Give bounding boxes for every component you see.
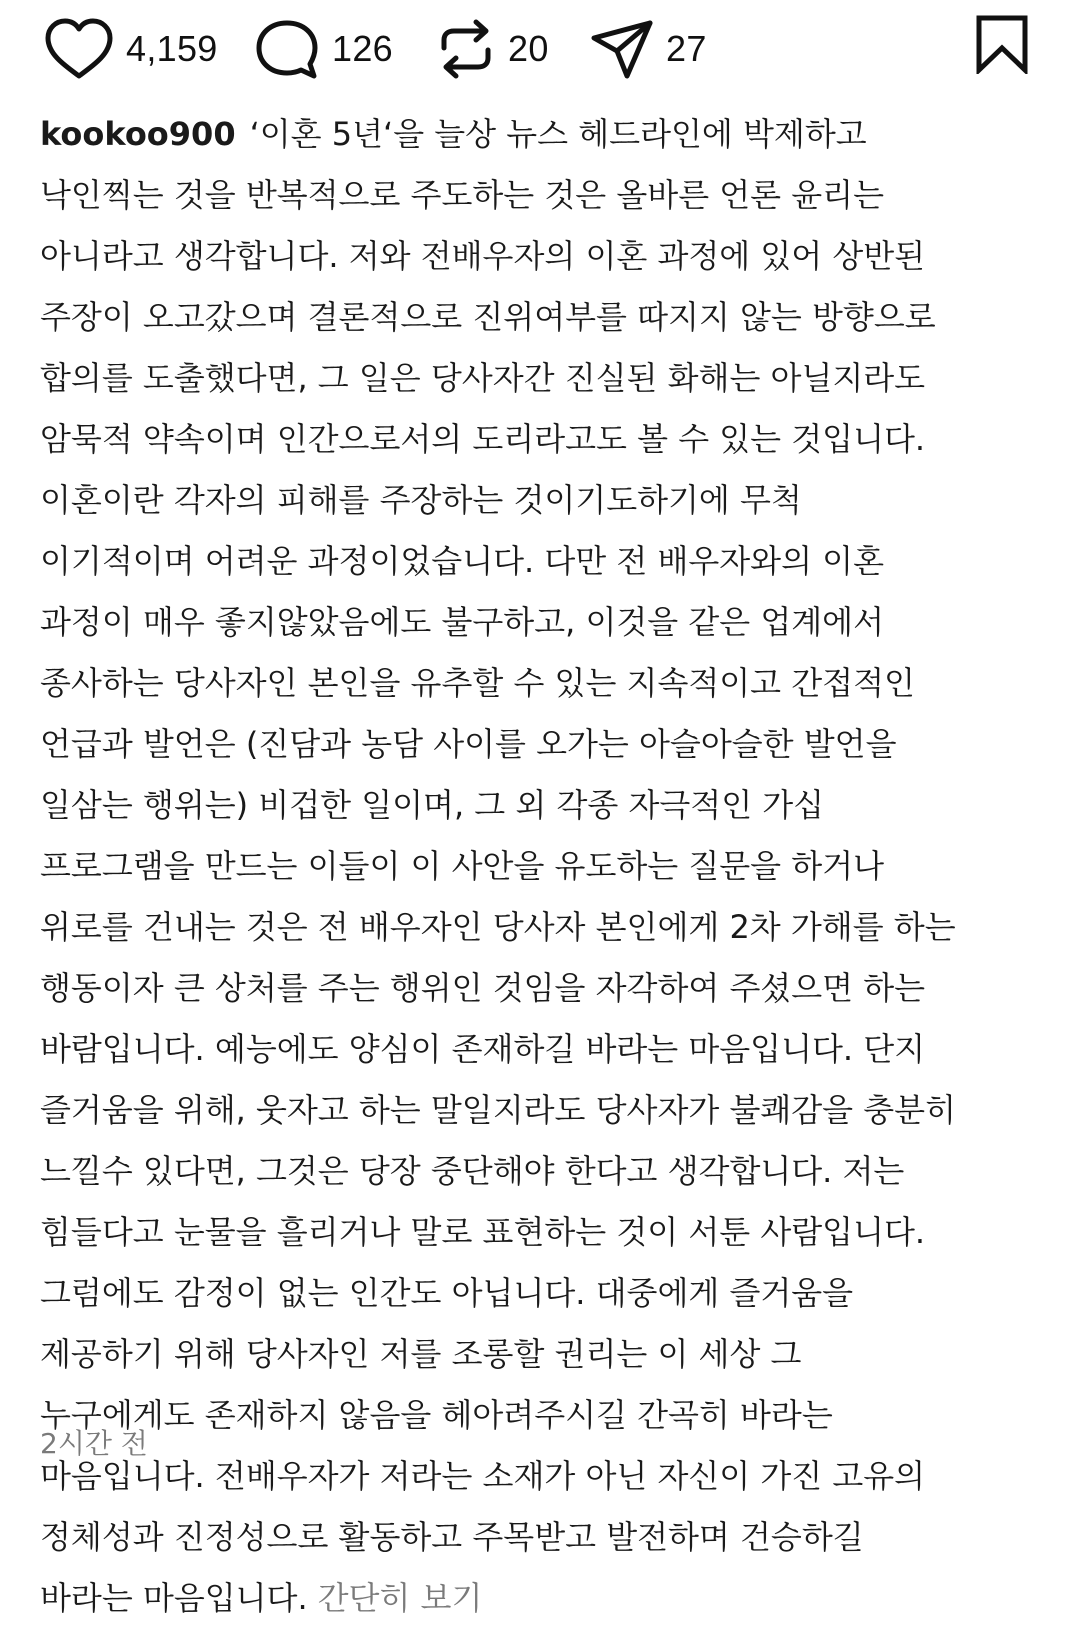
- caption-line: 언급과 발언은 (진담과 농담 사이를 오가는 아슬아슬한 발언을: [40, 725, 897, 763]
- caption-line: 느낄수 있다면, 그것은 당장 중단해야 한다고 생각합니다. 저는: [40, 1152, 905, 1190]
- caption-line: 마음입니다. 전배우자가 저라는 소재가 아닌 자신이 가진 고유의: [40, 1457, 926, 1495]
- caption-line: 제공하기 위해 당사자인 저를 조롱할 권리는 이 세상 그: [40, 1335, 802, 1373]
- like-button[interactable]: [44, 18, 218, 80]
- caption-line: 즐거움을 위해, 웃자고 하는 말일지라도 당사자가 불쾌감을 충분히: [40, 1091, 957, 1129]
- caption-line: 이기적이며 어려운 과정이었습니다. 다만 전 배우자와의 이혼: [40, 542, 885, 580]
- caption-line: 프로그램을 만드는 이들이 이 사안을 유도하는 질문을 하거나: [40, 847, 885, 885]
- caption-line: 힘들다고 눈물을 흘리거나 말로 표현하는 것이 서툰 사람입니다.: [40, 1213, 926, 1251]
- caption-line: [40, 104, 1050, 165]
- comment-count: 126: [332, 28, 393, 69]
- caption-line: 종사하는 당사자인 본인을 유추할 수 있는 지속적이고 간접적인: [40, 664, 915, 702]
- post-action-bar: [0, 0, 1079, 100]
- caption-line: 아니라고 생각합니다. 저와 전배우자의 이혼 과정에 있어 상반된: [40, 237, 926, 275]
- caption-text: 바라는 마음입니다.: [40, 1579, 308, 1617]
- comment-bubble-icon: [254, 18, 320, 80]
- post-timestamp: 2시간 전: [40, 1427, 148, 1460]
- caption-line: 정체성과 진정성으로 활동하고 주목받고 발전하며 건승하길: [40, 1518, 864, 1556]
- repost-icon: [436, 18, 496, 80]
- caption-line: 낙인찍는 것을 반복적으로 주도하는 것은 올바른 언론 윤리는: [40, 176, 885, 214]
- caption-line: 위로를 건내는 것은 전 배우자인 당사자 본인에게 2차 가해를 하는: [40, 908, 956, 946]
- share-count: 27: [666, 28, 707, 69]
- caption-line: 과정이 매우 좋지않았음에도 불구하고, 이것을 같은 업계에서: [40, 603, 885, 641]
- caption-text: ‘이혼 5년‘을 늘상 뉴스 헤드라인에 박제하고: [249, 115, 867, 153]
- heart-icon: [44, 18, 114, 80]
- repost-count: 20: [508, 28, 549, 69]
- show-less-link[interactable]: 간단히 보기: [317, 1579, 483, 1617]
- caption-line: 합의를 도출했다면, 그 일은 당사자간 진실된 화해는 아닐지라도: [40, 359, 926, 397]
- like-count: 4,159: [126, 28, 218, 69]
- caption-line: 행동이자 큰 상처를 주는 행위인 것임을 자각하여 주셨으면 하는: [40, 969, 926, 1007]
- share-button[interactable]: [590, 18, 707, 80]
- bookmark-icon: [974, 59, 1030, 78]
- post-caption: [40, 104, 1050, 1629]
- caption-line: 그럼에도 감정이 없는 인간도 아닙니다. 대중에게 즐거움을: [40, 1274, 854, 1312]
- post-username[interactable]: kookoo900: [40, 115, 236, 153]
- caption-line: 암묵적 약속이며 인간으로서의 도리라고도 볼 수 있는 것입니다.: [40, 420, 926, 458]
- comment-button[interactable]: [254, 18, 393, 80]
- repost-button[interactable]: [436, 18, 549, 80]
- caption-line: 일삼는 행위는) 비겁한 일이며, 그 외 각종 자극적인 가십: [40, 786, 825, 824]
- caption-line: 바람입니다. 예능에도 양심이 존재하길 바라는 마음입니다. 단지: [40, 1030, 926, 1068]
- caption-line: 이혼이란 각자의 피해를 주장하는 것이기도하기에 무척: [40, 481, 802, 519]
- bookmark-button[interactable]: [974, 14, 1030, 78]
- send-icon: [590, 18, 654, 80]
- caption-line: 주장이 오고갔으며 결론적으로 진위여부를 따지지 않는 방향으로: [40, 298, 936, 336]
- caption-line: 누구에게도 존재하지 않음을 헤아려주시길 간곡히 바라는: [40, 1396, 833, 1434]
- caption-line: [40, 1568, 1050, 1629]
